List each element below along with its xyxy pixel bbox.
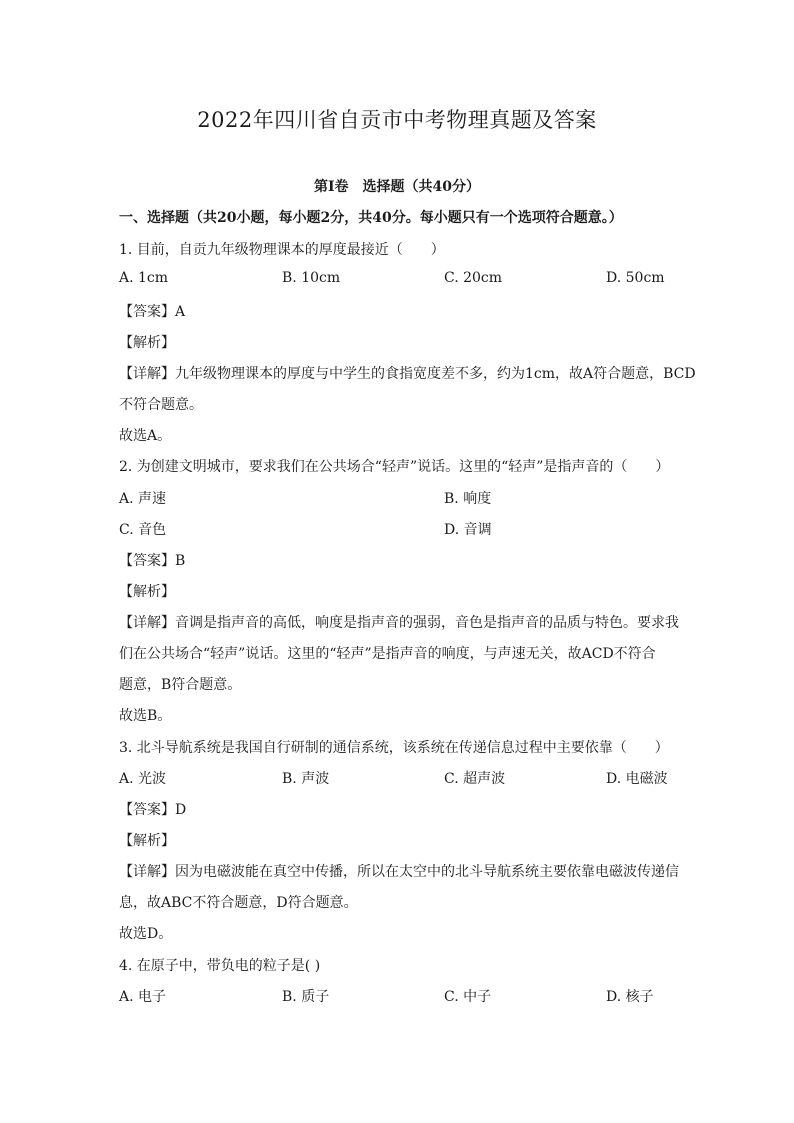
question-2-analysis-label: 【解析】: [119, 584, 175, 600]
question-2-conclusion: 故选B。: [119, 708, 172, 724]
question-1-stem: 1. 目前，自贡九年级物理课本的厚度最接近（ ）: [119, 242, 445, 258]
question-4-stem: 4. 在原子中，带负电的粒子是( ): [119, 958, 321, 974]
question-2-answer: 【答案】B: [119, 553, 186, 569]
question-3-detail-line: 息，故ABC不符合题意，D符合题意。: [119, 895, 358, 911]
question-1-option-a: A. 1cm: [119, 270, 169, 286]
question-1-detail-line: 不符合题意。: [119, 397, 203, 413]
question-3-option-c: C. 超声波: [444, 771, 506, 787]
question-2-option-b: B. 响度: [444, 491, 492, 507]
question-2-stem: 2. 为创建文明城市，要求我们在公共场合“轻声”说话。这里的“轻声”是指声音的（ ）: [119, 459, 670, 475]
question-3-conclusion: 故选D。: [119, 926, 173, 942]
question-3-option-d: D. 电磁波: [606, 771, 668, 787]
question-4-option-c: C. 中子: [444, 989, 492, 1005]
question-1-conclusion: 故选A。: [119, 428, 172, 444]
question-1-analysis-label: 【解析】: [119, 335, 175, 351]
question-4-option-a: A. 电子: [119, 989, 167, 1005]
question-1-option-d: D. 50cm: [606, 270, 665, 286]
question-1-answer: 【答案】A: [119, 304, 186, 320]
question-2-option-c: C. 音色: [119, 522, 167, 538]
question-3-analysis-label: 【解析】: [119, 833, 175, 849]
question-3-option-a: A. 光波: [119, 771, 167, 787]
question-3-stem: 3. 北斗导航系统是我国自行研制的通信系统，该系统在传递信息过程中主要依靠（ ）: [119, 740, 669, 756]
question-3-answer: 【答案】D: [119, 802, 187, 818]
question-3-detail-line: 【详解】因为电磁波能在真空中传播，所以在太空中的北斗导航系统主要依靠电磁波传递信: [119, 864, 679, 880]
question-2-option-d: D. 音调: [444, 522, 492, 538]
question-3-option-b: B. 声波: [282, 771, 330, 787]
question-2-detail-line: 题意，B符合题意。: [119, 677, 242, 693]
question-2-detail-line: 【详解】音调是指声音的高低，响度是指声音的强弱，音色是指声音的品质与特色。要求我: [119, 615, 679, 631]
question-1-option-c: C. 20cm: [444, 270, 503, 286]
section-heading: 一、选择题（共20小题，每小题2分，共40分。每小题只有一个选项符合题意。）: [119, 210, 623, 226]
question-4-option-b: B. 质子: [282, 989, 330, 1005]
question-2-detail-line: 们在公共场合“轻声”说话。这里的“轻声”是指声音的响度，与声速无关，故ACD不符合: [119, 646, 656, 662]
question-4-option-d: D. 核子: [606, 989, 654, 1005]
part-title: 第I卷 选择题（共40分）: [313, 179, 481, 195]
question-1-detail-line: 【详解】九年级物理课本的厚度与中学生的食指宽度差不多，约为1cm，故A符合题意，BCD: [119, 366, 696, 382]
document-title: 2022年四川省自贡市中考物理真题及答案: [197, 108, 597, 132]
question-1-option-b: B. 10cm: [282, 270, 341, 286]
question-2-option-a: A. 声速: [119, 491, 167, 507]
